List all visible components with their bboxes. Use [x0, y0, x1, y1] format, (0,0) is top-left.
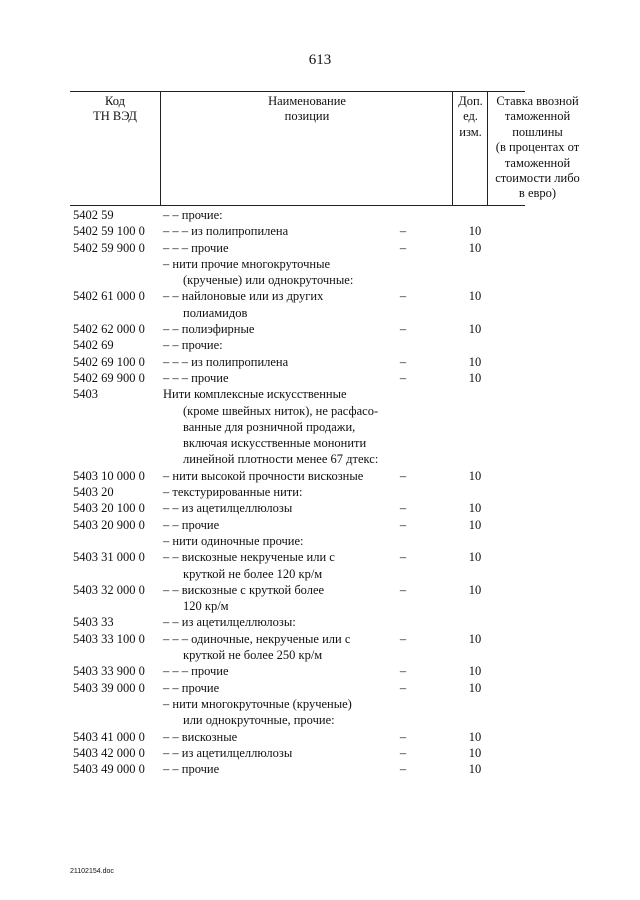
row-name-line: – – – одиночные, некрученые или с: [163, 631, 351, 646]
row-code: 5402 62 000 0: [73, 322, 145, 337]
row-code: 5403 31 000 0: [73, 550, 145, 565]
row-code: 5403 33 100 0: [73, 631, 145, 646]
table-row: [0, 663, 640, 679]
row-name-line: включая искусственные мононити: [183, 436, 367, 451]
row-name: [163, 223, 377, 239]
table-row: [0, 729, 640, 745]
row-name-line: – – из ацетилцеллюлозы: [163, 745, 293, 760]
row-unit: –: [399, 354, 407, 369]
row-rate: 10: [468, 550, 482, 565]
row-name-line: – – прочие: [163, 517, 220, 532]
row-name-line: – – – прочие: [163, 664, 229, 679]
row-name-line: круткой не более 250 кр/м: [183, 648, 323, 663]
row-name-line: линейной плотности менее 67 дтекс:: [183, 452, 379, 467]
row-rate: 10: [468, 501, 482, 516]
row-code: 5403 42 000 0: [73, 745, 145, 760]
row-unit: –: [399, 550, 407, 565]
row-name-line: Нити комплексные искусственные: [163, 387, 347, 402]
row-name: [163, 663, 377, 679]
row-name: [163, 256, 377, 289]
table-row: [0, 370, 640, 386]
table-row: [0, 484, 640, 500]
row-code: 5402 69 900 0: [73, 370, 145, 385]
row-name-line: – – вискозные: [163, 729, 238, 744]
row-name: [163, 484, 377, 500]
row-name-line: полиамидов: [183, 305, 248, 320]
table-row: [0, 354, 640, 370]
row-rate: 10: [468, 664, 482, 679]
header-name-label: Наименование позиции: [268, 94, 346, 124]
row-name: [163, 631, 377, 664]
row-name-line: – – из ацетилцеллюлозы: [163, 501, 293, 516]
row-name-line: – нити прочие многокруточные: [163, 256, 331, 271]
row-name-line: ванные для розничной продажи,: [183, 419, 356, 434]
row-unit: –: [399, 322, 407, 337]
row-rate: 10: [468, 224, 482, 239]
table-row: [0, 500, 640, 516]
table-row: [0, 337, 640, 353]
row-name: [163, 321, 377, 337]
row-code: 5403 33: [73, 615, 114, 630]
row-code: 5403 33 900 0: [73, 664, 145, 679]
row-name: [163, 517, 377, 533]
row-code: 5403 20 100 0: [73, 501, 145, 516]
table-row: [0, 696, 640, 729]
row-name: [163, 354, 377, 370]
row-rate: 10: [468, 680, 482, 695]
row-name-line: (крученые) или однокруточные:: [183, 273, 354, 288]
row-name-line: – – прочие: [163, 680, 220, 695]
row-rate: 10: [468, 517, 482, 532]
row-code: 5403: [73, 387, 98, 402]
row-name-line: – – – из полипропилена: [163, 354, 289, 369]
row-code: 5403 49 000 0: [73, 762, 145, 777]
table-row: [0, 207, 640, 223]
row-name: [163, 549, 377, 582]
row-rate: 10: [468, 370, 482, 385]
row-unit: –: [399, 240, 407, 255]
table-row: [0, 745, 640, 761]
row-name-line: – – прочие:: [163, 338, 223, 353]
row-rate: 10: [468, 745, 482, 760]
header-unit: [452, 92, 488, 205]
row-code: 5402 59: [73, 208, 114, 222]
row-code: 5402 61 000 0: [73, 289, 145, 304]
row-name-line: – нити высокой прочности вискозные: [163, 468, 364, 483]
row-name-line: круткой не более 120 кр/м: [183, 566, 323, 581]
table-row: [0, 223, 640, 239]
row-name: [163, 240, 377, 256]
row-name: [163, 533, 377, 549]
row-name: [163, 337, 377, 353]
row-name: [163, 468, 377, 484]
row-name-line: – – прочие: [163, 762, 220, 777]
row-rate: 10: [468, 322, 482, 337]
table-row: [0, 680, 640, 696]
row-code: 5403 20 900 0: [73, 517, 145, 532]
row-name: [163, 582, 377, 615]
row-name-line: – – – из полипропилена: [163, 224, 289, 239]
table-row: [0, 256, 640, 289]
row-name-line: – – из ацетилцеллюлозы:: [163, 615, 296, 630]
row-unit: –: [399, 729, 407, 744]
row-name: [163, 288, 377, 321]
row-name-line: 120 кр/м: [183, 599, 229, 614]
row-rate: 10: [468, 289, 482, 304]
table-row: [0, 761, 640, 777]
header-unit-label: Доп. ед. изм.: [458, 94, 483, 139]
row-name: [163, 729, 377, 745]
row-code: 5402 69: [73, 338, 114, 353]
row-name: [163, 386, 377, 467]
row-name-line: – – – прочие: [163, 370, 229, 385]
row-rate: 10: [468, 354, 482, 369]
table-row: [0, 631, 640, 664]
row-unit: –: [399, 501, 407, 516]
row-code: 5402 59 100 0: [73, 224, 145, 239]
table-row: [0, 321, 640, 337]
row-unit: –: [399, 745, 407, 760]
row-name: [163, 614, 377, 630]
footer-filename: 21102154.doc: [70, 868, 114, 875]
row-name: [163, 680, 377, 696]
row-name: [163, 761, 377, 777]
row-code: 5403 10 000 0: [73, 468, 145, 483]
row-code: 5403 20: [73, 485, 114, 500]
row-unit: –: [399, 582, 407, 597]
row-name-line: – – прочие:: [163, 208, 223, 222]
row-rate: 10: [468, 240, 482, 255]
table-row: [0, 288, 640, 321]
row-name-line: – – вискозные с круткой более: [163, 582, 325, 597]
header-code-label: Код ТН ВЭД: [93, 94, 137, 124]
row-code: 5403 39 000 0: [73, 680, 145, 695]
row-name: [163, 745, 377, 761]
table-header: [70, 91, 580, 206]
row-rate: 10: [468, 582, 482, 597]
header-code: [70, 92, 160, 205]
row-unit: –: [399, 289, 407, 304]
table-row: [0, 517, 640, 533]
table-row: [0, 386, 640, 467]
row-unit: –: [399, 762, 407, 777]
header-name: [160, 92, 453, 205]
row-code: 5402 69 100 0: [73, 354, 145, 369]
table-row: [0, 582, 640, 615]
table-row: [0, 533, 640, 549]
row-name-line: – нити многокруточные (крученые): [163, 696, 352, 711]
row-name-line: (кроме швейных ниток), не расфасо-: [183, 403, 379, 418]
table-row: [0, 614, 640, 630]
row-name-line: – текстурированные нити:: [163, 485, 303, 500]
row-unit: –: [399, 517, 407, 532]
header-rate: [487, 92, 587, 205]
table-row: [0, 549, 640, 582]
row-name-line: – – полиэфирные: [163, 322, 255, 337]
row-rate: 10: [468, 468, 482, 483]
row-name: [163, 207, 377, 223]
row-unit: –: [399, 468, 407, 483]
row-rate: 10: [468, 762, 482, 777]
row-name: [163, 370, 377, 386]
row-name-line: или однокруточные, прочие:: [183, 713, 335, 728]
row-unit: –: [399, 370, 407, 385]
row-unit: –: [399, 664, 407, 679]
table-row: [0, 240, 640, 256]
row-unit: –: [399, 680, 407, 695]
row-name: [163, 500, 377, 516]
row-code: 5402 59 900 0: [73, 240, 145, 255]
row-code: 5403 41 000 0: [73, 729, 145, 744]
row-code: 5403 32 000 0: [73, 582, 145, 597]
row-unit: –: [399, 224, 407, 239]
header-rate-label: Ставка ввозной таможенной пошлины (в процентах от таможенной стоимости либо в евро): [495, 94, 580, 201]
row-name-line: – – – прочие: [163, 240, 229, 255]
page-number: 613: [308, 52, 332, 68]
row-name-line: – – вискозные некрученые или с: [163, 550, 335, 565]
table-row: [0, 468, 640, 484]
row-rate: 10: [468, 729, 482, 744]
row-rate: 10: [468, 631, 482, 646]
row-name-line: – – найлоновые или из других: [163, 289, 324, 304]
table-body: [0, 207, 640, 777]
row-name-line: – нити одиночные прочие:: [163, 533, 304, 548]
row-name: [163, 696, 377, 729]
row-unit: –: [399, 631, 407, 646]
